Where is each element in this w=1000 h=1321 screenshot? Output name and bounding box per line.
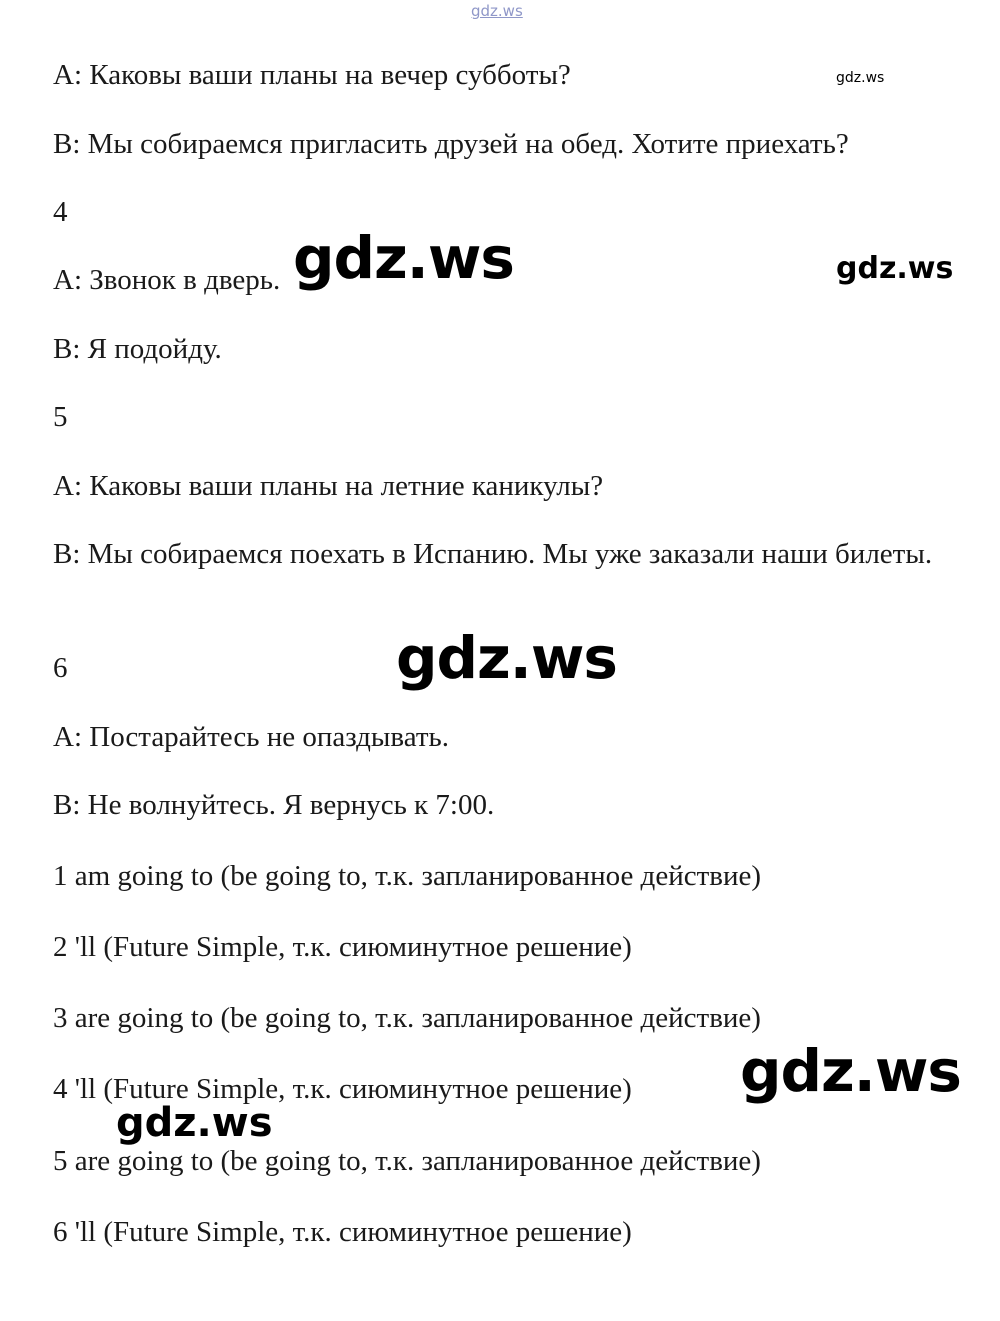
answer-6: 6 'll (Future Simple, т.к. сиюминутное решение) — [53, 1216, 632, 1248]
watermark-top: gdz.ws — [471, 2, 523, 20]
answer-2: 2 'll (Future Simple, т.к. сиюминутное решение) — [53, 931, 632, 963]
dialogue-5-number: 5 — [53, 401, 68, 433]
watermark-large: gdz.ws — [293, 224, 514, 292]
answer-5: 5 are going to (be going to, т.к. запланированное действие) — [53, 1145, 761, 1177]
watermark-large: gdz.ws — [740, 1037, 961, 1105]
answer-3: 3 are going to (be going to, т.к. запланированное действие) — [53, 1002, 761, 1034]
dialogue-3-line-b: B: Мы собираемся пригласить друзей на обед. Хотите приехать? — [53, 128, 849, 160]
watermark-medium: gdz.ws — [116, 1100, 273, 1146]
dialogue-5-line-b: B: Мы собираемся поехать в Испанию. Мы уже заказали наши билеты. — [53, 538, 933, 570]
dialogue-4-line-b: B: Я подойду. — [53, 333, 222, 365]
answer-4: 4 'll (Future Simple, т.к. сиюминутное решение) — [53, 1073, 632, 1105]
dialogue-6-line-b: B: Не волнуйтесь. Я вернусь к 7:00. — [53, 789, 495, 821]
dialogue-6-number: 6 — [53, 652, 68, 684]
watermark-small: gdz.ws — [836, 70, 885, 86]
dialogue-6-line-a: A: Постарайтесь не опаздывать. — [53, 721, 449, 753]
dialogue-3-line-a: A: Каковы ваши планы на вечер субботы? — [53, 59, 571, 91]
watermark-large: gdz.ws — [396, 624, 617, 692]
dialogue-4-line-a: A: Звонок в дверь. — [53, 264, 281, 296]
answer-1: 1 am going to (be going to, т.к. запланированное действие) — [53, 860, 761, 892]
dialogue-4-number: 4 — [53, 196, 68, 228]
watermark-medium: gdz.ws — [836, 251, 954, 286]
dialogue-5-line-a: A: Каковы ваши планы на летние каникулы? — [53, 470, 604, 502]
